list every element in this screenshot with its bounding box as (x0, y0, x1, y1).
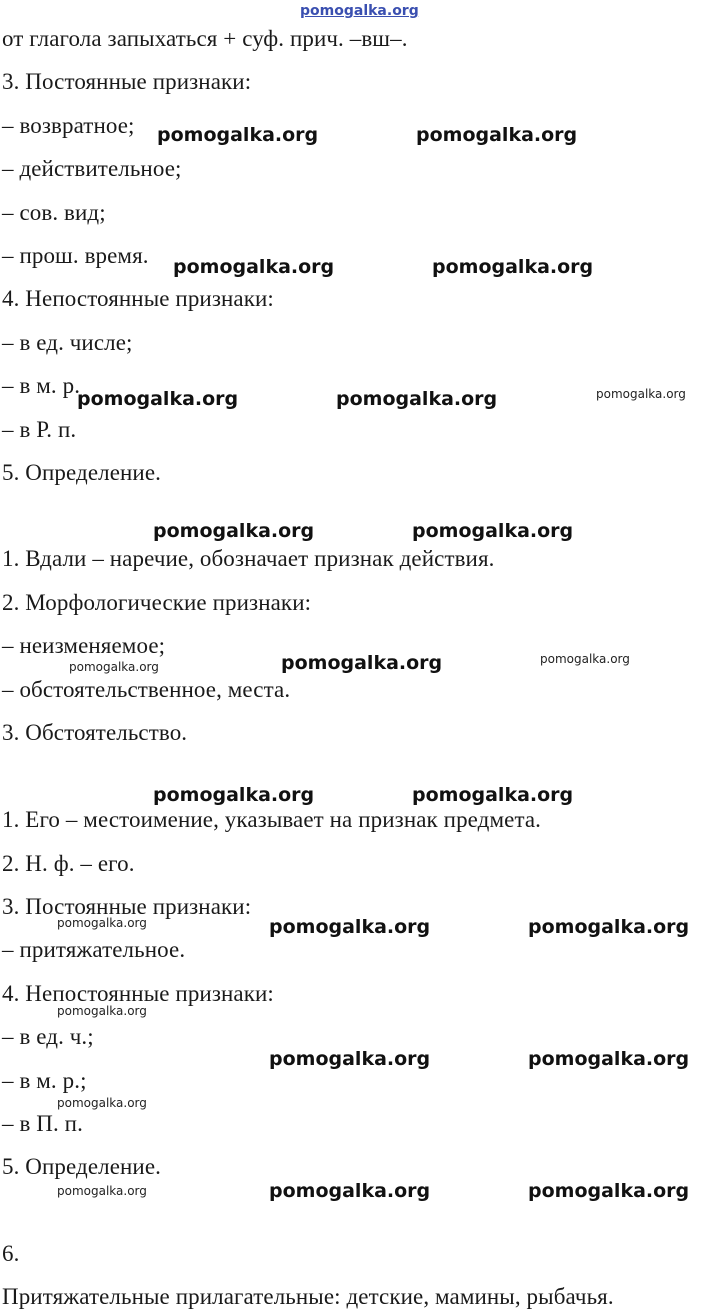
text-line: 3. Постоянные признаки: (2, 69, 252, 94)
watermark: pomogalka.org (432, 256, 594, 278)
text-line: 2. Н. ф. – его. (2, 851, 135, 876)
text-line: 4. Непостоянные признаки: (2, 286, 274, 311)
watermark: pomogalka.org (528, 1180, 690, 1202)
watermark: pomogalka.org (57, 916, 147, 930)
watermark: pomogalka.org (281, 652, 443, 674)
text-line: 5. Определение. (2, 460, 161, 485)
watermark: pomogalka.org (77, 388, 239, 410)
text-line: – в ед. ч.; (2, 1024, 94, 1049)
watermark: pomogalka.org (173, 256, 335, 278)
text-line: – действительное; (2, 156, 182, 181)
text-line: – притяжательное. (2, 937, 186, 962)
text-line: 5. Определение. (2, 1154, 161, 1179)
text-line: 3. Обстоятельство. (2, 720, 188, 745)
text-line: 1. Вдали – наречие, обозначает признак действия. (2, 546, 495, 571)
watermark: pomogalka.org (57, 1184, 147, 1198)
text-line: – в м. р.; (2, 1068, 87, 1093)
watermark: pomogalka.org (528, 1048, 690, 1070)
watermark: pomogalka.org (269, 916, 431, 938)
text-line: – обстоятельственное, места. (2, 677, 291, 702)
text-line: от глагола запыхаться + суф. прич. –вш–. (2, 26, 408, 51)
watermark: pomogalka.org (412, 784, 574, 806)
text-line: – возвратное; (2, 113, 135, 138)
text-line: – в Р. п. (2, 417, 77, 442)
text-line: 4. Непостоянные признаки: (2, 981, 274, 1006)
text-line: Притяжательные прилагательные: детские, мамины, рыбачья. (2, 1284, 614, 1309)
text-line: 2. Морфологические признаки: (2, 590, 312, 615)
watermark: pomogalka.org (528, 916, 690, 938)
text-line: 6. (2, 1241, 20, 1266)
header-watermark[interactable]: pomogalka.org (300, 3, 419, 19)
text-line: – сов. вид; (2, 200, 106, 225)
watermark: pomogalka.org (596, 387, 686, 401)
watermark: pomogalka.org (157, 124, 319, 146)
watermark: pomogalka.org (412, 520, 574, 542)
text-line: – прош. время. (2, 243, 149, 268)
text-line: – в П. п. (2, 1111, 83, 1136)
text-line: – в ед. числе; (2, 330, 133, 355)
watermark: pomogalka.org (69, 660, 159, 674)
text-line: – в м. р. (2, 373, 81, 398)
watermark: pomogalka.org (540, 652, 630, 666)
watermark: pomogalka.org (416, 124, 578, 146)
watermark: pomogalka.org (269, 1180, 431, 1202)
watermark: pomogalka.org (57, 1004, 147, 1018)
watermark: pomogalka.org (269, 1048, 431, 1070)
text-line: – неизменяемое; (2, 633, 166, 658)
text-line: 3. Постоянные признаки: (2, 894, 252, 919)
text-line: 1. Его – местоимение, указывает на признак предмета. (2, 807, 542, 832)
watermark: pomogalka.org (153, 784, 315, 806)
watermark: pomogalka.org (336, 388, 498, 410)
watermark: pomogalka.org (57, 1096, 147, 1110)
watermark: pomogalka.org (153, 520, 315, 542)
